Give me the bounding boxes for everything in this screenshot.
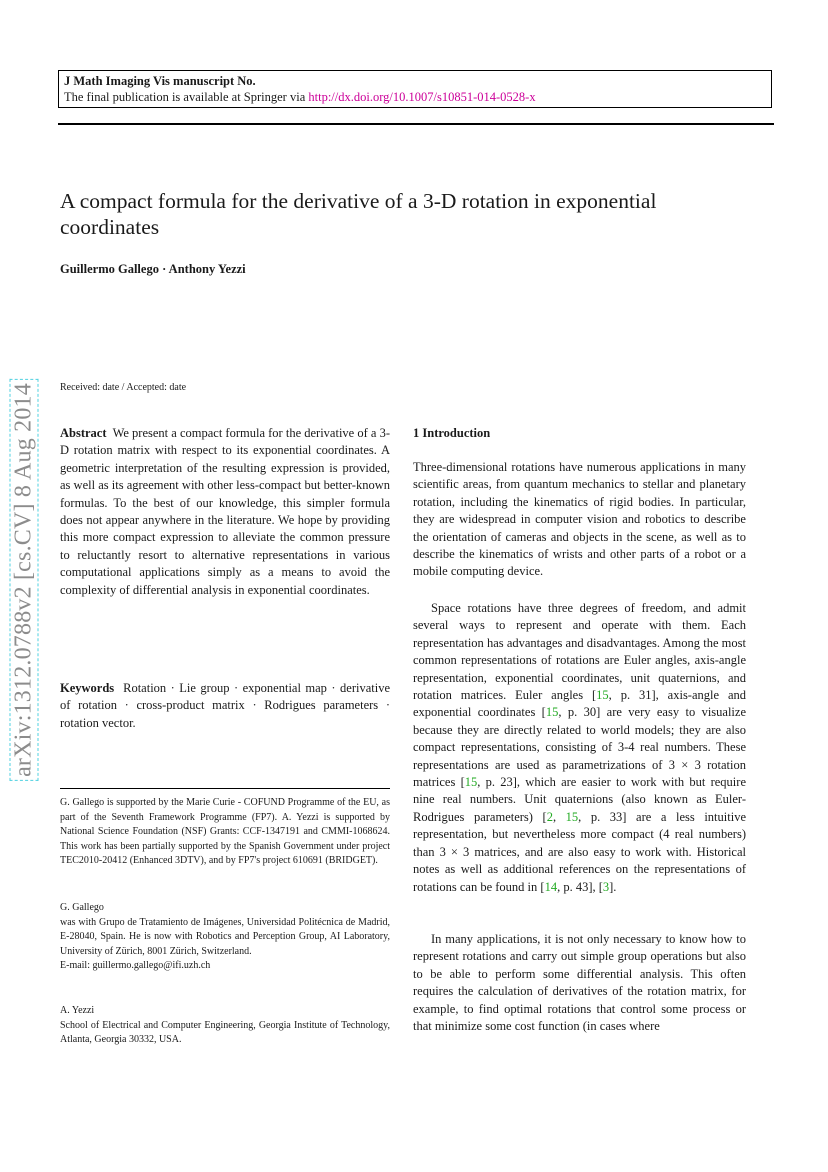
paper-title: A compact formula for the derivative of a 3-D rotation in exponential coordinates [60,189,657,239]
doi-link[interactable]: http://dx.doi.org/10.1007/s10851-014-0528-x [308,90,536,104]
citation-link[interactable]: 15 [596,688,609,703]
author2-affiliation [60,1004,390,1048]
received-date: Received: date / Accepted: date [60,382,187,393]
citation-link[interactable]: 3 [602,879,610,894]
author1-email[interactable]: E-mail: guillermo.gallego@ifi.uzh.ch [60,960,211,971]
journal-name: J Math Imaging Vis manuscript No. [64,74,256,88]
citation-link[interactable]: 14 [544,879,558,894]
author2-name: A. Yezzi [60,1005,95,1016]
author1-affil-text: was with Grupo de Tratamiento de Imágenes, Universidad Politécnica de Madrid, E-28040, Spain. He is now with Robotics and Perception Group, AI Laboratory, University of Zürich, 8001 Zürich, Switzerland. [60,916,390,957]
author1-name: G. Gallego [60,902,104,913]
intro-paragraph-3: In many applications, it is not only necessary to know how to represent rotations and carry out simple group operations but also to be able to perform some differential analysis. This often requires the calculation of derivatives of the rotation matrix, for example, to find optimal rotations that control some process or that minimize some cost function (in cases where [413,932,746,1034]
citation-link[interactable]: 2 [546,809,553,824]
section-heading-introduction: 1 Introduction [413,426,491,440]
arxiv-stamp [1,345,47,815]
abstract-label: Abstract [60,426,107,440]
intro-paragraph-1: Three-dimensional rotations have numerous applications in many scientific areas, from quantum mechanics to stellar and planetary rotation, including the kinematics of rigid bodies. In particular, they are widespread in computer vision and robotics to describe the orientation of cameras and objects in the scene, as well as to describe the kinematics of wrists and other parts of a robot or a mobile computing device. [413,460,746,579]
citation-link[interactable]: 15 [545,705,559,720]
citation-link[interactable]: 15 [464,775,478,790]
abstract [60,425,390,599]
author2-affil-text: School of Electrical and Computer Engineering, Georgia Institute of Technology, Atlanta, Georgia 30332, USA. [60,1019,390,1045]
abstract-text: We present a compact formula for the derivative of a 3-D rotation matrix with respect to its exponential coordinates. A geometric interpretation of the resulting expression is provided, as well as its agreement with other less-compact but better-known formulas. To the best of our knowledge, this simpler formula does not appear anywhere in the literature. We hope by providing this more compact expression to alleviate the common pressure to reluctantly resort to alternative representations in various computational applications simply as a means to avoid the complexity of differential analysis in exponential coordinates. [60,426,390,597]
keywords-text: Rotation · Lie group · exponential map · derivative of rotation · cross-product matrix · Rodrigues parameters · rotation vector. [60,681,391,730]
footnote-rule [60,788,390,789]
keywords [60,680,390,732]
authors: Guillermo Gallego · Anthony Yezzi [60,262,246,276]
intro-paragraph-2: Space rotations have three degrees of freedom, and admit several ways to represent and operate with them. Each representation has advantages and disadvantages. Among the most common representations of rotations are Euler angles, axis-angle representation, exponential coordinates, unit quaternions, and rotation matrices. Euler angles [15, p. 31], axis-angle and exponential coordinates [15, p. 30] are very easy to visualize because they are directly related to world models; they are also compact representations, consisting of 3-4 real numbers. These representations are used as parametrizations of 3 × 3 rotation matrices [15, p. 23], which are easier to work with but require nine real numbers. Unit quaternions (also known as Euler-Rodrigues parameters) [2, 15, p. 33] are a less intuitive representation, but nevertheless more compact (4 real numbers) than 3 × 3 matrices, and are also easy to work with. Historical notes as well as additional references on the representations of rotations can be found in [14, p. 43], [3]. [413,601,747,894]
funding-footnote: G. Gallego is supported by the Marie Curie - COFUND Programme of the EU, as part of the Seventh Framework Programme (FP7). A. Yezzi is supported by National Science Foundation (NSF) Grants: CCF-1347191 and CMMI-1068624. This work has been partially supported by the Spanish Government under project TEC2010-20412 (Enhanced 3DTV), and by FP7's project 610691 (BRIDGET). [60,797,390,866]
citation-link[interactable]: 15 [565,809,579,824]
keywords-label: Keywords [60,681,115,695]
author1-affiliation [60,901,390,974]
journal-header-box [58,70,772,108]
arxiv-identifier[interactable]: arXiv:1312.0788v2 [cs.CV] 8 Aug 2014 [10,379,39,781]
publication-note: The final publication is available at Springer via http://dx.doi.org/10.1007/s10851-014-0528-x [64,90,536,104]
header-rule [58,123,774,125]
